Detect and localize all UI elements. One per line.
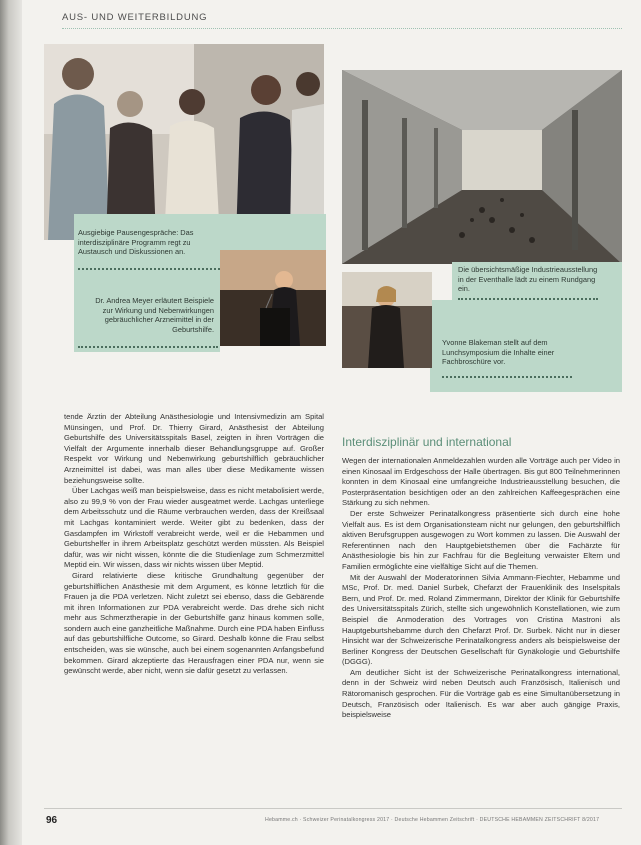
left-column-text [64, 412, 324, 772]
paragraph: Girard relativierte diese kritische Grundhaltung gegenüber der geburtshilflichen Anästhesie mit dem Argument, es könne letztlich für die Frauen ja die PDA verletzen. Nicht zuletzt sei ebenso, dass die Gebärende mit ihren Informationen zur PDA verabreicht werde. Das drehe sich nicht mehr aus Schmerztherapie in der Geburtshilfe ganz hinaus kommen solle, sondern auch eine ganzheitliche Maßnahme. Durch eine PDA haben Einfluss auf das geburtshilfliche Outcome, so Girard. Deshalb könne die Frau selbst entscheiden, was sie wünsche, auch bei einem sogenannten Anfangsbefund bekommen. Girard akzeptierte das Herausfragen einer PDA nur, wenn sie gewünscht werde, aber nicht, wenn sie dafür gesetzt zu verlassen. [64, 570, 324, 676]
footer-journal: Hebamme.ch · Schweizer Perinatalkongress 2017 · Deutsche Hebammen Zeitschrift · DEUTSCHE HEBAMMEN ZEITSCHRIFT 8/2017 [265, 817, 600, 823]
caption-yvonne-blakeman: Yvonne Blakeman stellt auf dem Lunchsymposium die Inhalte einer Fachbroschüre vor. [442, 338, 555, 367]
right-column-text [342, 456, 620, 802]
header-rule [62, 28, 622, 29]
caption-divider [78, 346, 218, 348]
paragraph: Wegen der internationalen Anmeldezahlen wurden alle Vorträge auch per Video in einen Kinosaal im Erdgeschoss der Halle übertragen. Bis gut 800 Teilnehmerinnen konnten in dem Kinosaal eine umfangreiche Industrieausstellung besuchen, die Posterpräsentation besichtigen oder an den zahlreichen Kaffeegesprächen eine Stärkung zu sich nehmen. [342, 456, 620, 508]
paragraph: Der erste Schweizer Perinatalkongress präsentierte sich durch eine hohe Vielfalt aus. Es ist dem Organisationsteam nicht nur gelungen, den geburtshilflich aktiven Berufsgruppen ausgewogen zu Wort kommen zu lassen. Die Auswahl der Referentinnen nach den Hauptgebietsthemen über die Fachärzte für Anästhesiologie bis hin zur Fachfrau für die Begleitung verwaister Eltern und Familien ermöglichte eine vielfältige Sicht auf die Themen. [342, 508, 620, 571]
section-heading: Interdisziplinär und international [342, 435, 512, 449]
caption-divider [442, 376, 572, 378]
section-header: AUS- UND WEITERBILDUNG [62, 12, 208, 23]
photo-speaker-podium [220, 250, 326, 346]
footer-rule [44, 808, 622, 809]
photo-exhibition-hall [342, 70, 622, 264]
photo-pause-conversations [44, 44, 324, 240]
page-number: 96 [46, 815, 58, 826]
book-spine [0, 0, 22, 845]
caption-pause-talks: Ausgiebige Pausengespräche: Das interdisziplinäre Programm regt zu Austausch und Diskussionen an. [78, 228, 194, 257]
caption-andrea-meyer: Dr. Andrea Meyer erläutert Beispiele zur Wirkung und Nebenwirkungen gebräuchlicher Arzneimittel in der Geburtshilfe. [95, 296, 214, 334]
paragraph: Am deutlicher Sicht ist der Schweizerische Perinatalkongress international, denn in der Schweiz wird neben Deutsch auch Französisch, Italienisch und Rätoromanisch gesprochen. Für die Vorträge gab es eine Simultanübersetzung in Deutsch, Französisch oder Italienisch. Es war aber auch gängige Praxis, beispielsweise [342, 667, 620, 720]
paragraph: Über Lachgas weiß man beispielsweise, dass es nicht metabolisiert werde, also zu 99,9 % von der Frau wieder ausgeatmet werde. Lachgas unterliege dem Arbeitsschutz und die Räume verbrauchen werden, dass der Kreißsaal mit Lachgas kontaminiert werde. Weiter gibt zu bedenken, dass der Gasdampfen im Wirkstoff verabreicht werde, weil er die Hebammen und Geburtshelfer in ihrem Arbeitsplatz geschützt werden müssten. Als Beispiel dafür, was wir nicht wissen, könnte die die Studienlage zum Schmerzmittel Meptid ein. Wir wissen, dass wir nichts wissen über Meptid. [64, 486, 324, 570]
paragraph: Mit der Auswahl der Moderatorinnen Silvia Ammann-Fiechter, Hebamme und MSc, Prof. Dr. med. Daniel Surbek, Chefarzt der Frauenklinik des Inselspitals Bern, und Prof. Dr. med. Roland Zimmermann, Direktor der Klinik für Geburtshilfe des Universitätsspitals Zürich, stellte sich ungewöhnlich Konstellationen, wie zum Beispiel die Anmoderation des Vortrages von Cristina Mastroni als Hauptgeburtshebamme durch den Chefarzt Prof. Dr. Surbek. Nicht nur in dieser Hinsicht war der Schweizerische Perinatalkongress anders als beispielsweise der Berliner Kongress der Deutschen Gesellschaft für Gynäkologie und Geburtshilfe (DGGG). [342, 572, 620, 667]
paragraph: tende Ärztin der Abteilung Anästhesiologie und Intensivmedizin am Spital Münsingen, und Prof. Dr. Thierry Girard, Anästhesist der Abteilung Geburtshilfe des Universitätsspitals Basel, zeigten in ihren Vorträgen die Vielfalt der Argumente innerhalb dieser Behandlungsgruppe auf. Großer Respekt vor Wirkung und Nebenwirkung geburtshilflich gebräuchlicher Arzneimittel ist dabei, was man alles über diese Medikamente wissen beziehungsweise sollte. [64, 412, 324, 485]
photo-woman-speaker [342, 272, 432, 368]
caption-exhibition: Die übersichtsmäßige Industrieausstellung in der Eventhalle lädt zu einem Rundgang ein. [458, 265, 598, 294]
